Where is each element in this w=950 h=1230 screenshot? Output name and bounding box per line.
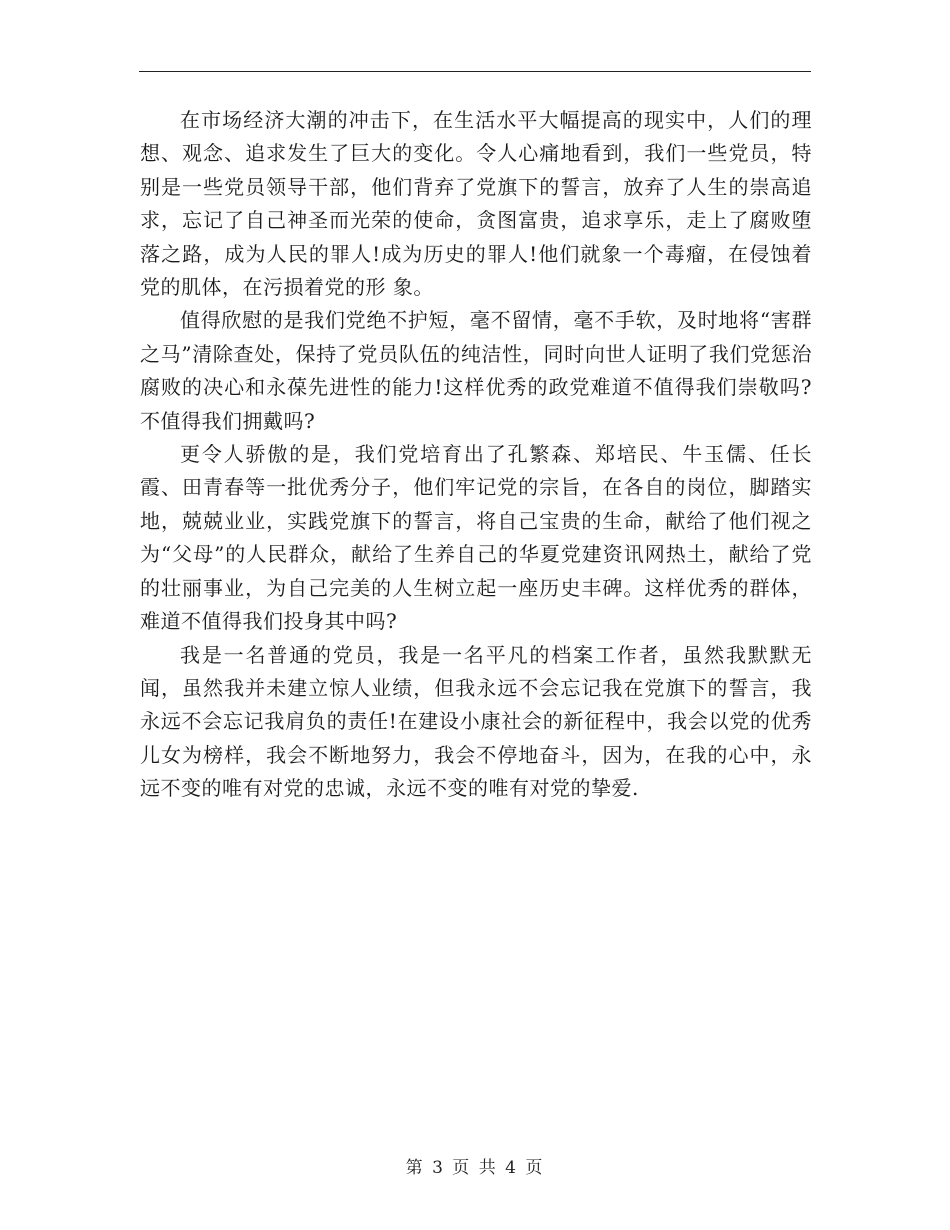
document-body xyxy=(140,104,812,806)
paragraph: 值得欣慰的是我们党绝不护短，毫不留情，毫不手软，及时地将“害群之马”清除查处，保持了党员队伍的纯洁性，同时向世人证明了我们党惩治腐败的决心和永葆先进性的能力!这样优秀的政党难道不值得我们崇敬吗?不值得我们拥戴吗? xyxy=(140,308,812,433)
paragraph: 更令人骄傲的是，我们党培育出了孔繁森、郑培民、牛玉儒、任长霞、田青春等一批优秀分子，他们牢记党的宗旨，在各自的岗位，脚踏实地，兢兢业业，实践党旗下的誓言，将自己宝贵的生命，献给了他们视之为“父母”的人民群众，献给了生养自己的华夏党建资讯网热土，献给了党的壮丽事业，为自己完美的人生树立起一座历史丰碑。这样优秀的群体，难道不值得我们投身其中吗? xyxy=(140,442,812,634)
page-number-footer: 第 3 页 共 4 页 xyxy=(405,1158,545,1178)
header-rule xyxy=(139,71,811,72)
paragraph: 我是一名普通的党员，我是一名平凡的档案工作者，虽然我默默无闻，虽然我并未建立惊人业绩，但我永远不会忘记我在党旗下的誓言，我永远不会忘记我肩负的责任!在建设小康社会的新征程中，我会以党的优秀儿女为榜样，我会不断地努力，我会不停地奋斗，因为，在我的心中，永远不变的唯有对党的忠诚，永远不变的唯有对党的挚爱. xyxy=(140,642,812,801)
paragraph: 在市场经济大潮的冲击下，在生活水平大幅提高的现实中，人们的理想、观念、追求发生了巨大的变化。令人心痛地看到，我们一些党员，特别是一些党员领导干部，他们背弃了党旗下的誓言，放弃了人生的崇高追求，忘记了自己神圣而光荣的使命，贪图富贵，追求享乐，走上了腐败堕落之路，成为人民的罪人!成为历史的罪人!他们就象一个毒瘤，在侵蚀着党的肌体，在污损着党的形 象。 xyxy=(140,108,812,300)
